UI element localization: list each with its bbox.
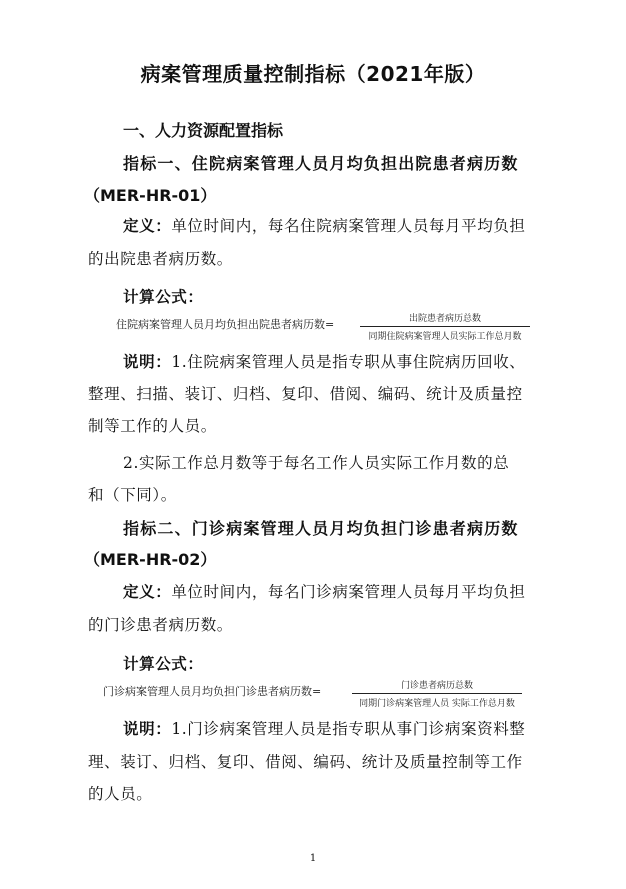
indicator-1-definition xyxy=(123,214,526,236)
indicator-2-note xyxy=(123,717,525,739)
formula-denominator: 同期住院病案管理人员实际工作总月数 xyxy=(368,332,522,342)
note-text: 1.门诊病案管理人员是指专职从事门诊病案资料整 xyxy=(171,720,526,738)
indicator-1-note xyxy=(123,350,525,372)
indicator-1-note-2: 2.实际工作总月数等于每名工作人员实际工作月数的总 xyxy=(123,454,510,472)
definition-text: 单位时间内，每名门诊病案管理人员每月平均负担 xyxy=(171,583,526,601)
formula-numerator: 出院患者病历总数 xyxy=(408,314,481,324)
indicator-2-note-cont: 的人员。 xyxy=(88,785,153,803)
page-number: 1 xyxy=(309,853,317,864)
definition-label: 定义： xyxy=(123,583,172,601)
indicator-2-formula-label: 计算公式： xyxy=(123,655,204,673)
note-label: 说明： xyxy=(123,720,172,738)
indicator-2-code: （MER-HR-02） xyxy=(84,550,217,569)
indicator-1-definition-cont: 的出院患者病历数。 xyxy=(88,250,233,268)
formula-denominator: 同期门诊病案管理人员 实际工作总月数 xyxy=(359,699,515,709)
indicator-1-note-2-cont: 和（下同）。 xyxy=(88,486,177,504)
section-heading: 一、人力资源配置指标 xyxy=(123,121,284,140)
formula-numerator: 门诊患者病历总数 xyxy=(400,681,473,691)
indicator-2-formula-lhs: 门诊病案管理人员月均负担门诊患者病历数= xyxy=(103,685,322,698)
definition-text: 单位时间内，每名住院病案管理人员每月平均负担 xyxy=(171,217,526,235)
indicator-2-note-cont: 理、装订、归档、复印、借阅、编码、统计及质量控制等工作 xyxy=(88,753,523,771)
indicator-1-code: （MER-HR-01） xyxy=(84,186,217,205)
indicator-1-note-cont: 制等工作的人员。 xyxy=(88,417,217,435)
indicator-1-formula-lhs: 住院病案管理人员月均负担出院患者病历数= xyxy=(116,318,335,331)
indicator-2-title: 指标二、门诊病案管理人员月均负担门诊患者病历数 xyxy=(123,519,519,538)
indicator-2-definition xyxy=(123,580,526,602)
indicator-1-title: 指标一、住院病案管理人员月均负担出院患者病历数 xyxy=(123,154,519,173)
indicator-1-formula-fraction xyxy=(360,311,530,342)
indicator-2-definition-cont: 的门诊患者病历数。 xyxy=(88,616,233,634)
document-title: 病案管理质量控制指标（2021年版） xyxy=(140,62,486,86)
indicator-1-note-cont: 整理、扫描、装订、归档、复印、借阅、编码、统计及质量控 xyxy=(88,385,523,403)
indicator-1-formula-label: 计算公式： xyxy=(123,288,204,306)
definition-label: 定义： xyxy=(123,217,172,235)
note-text: 1.住院病案管理人员是指专职从事住院病历回收、 xyxy=(171,353,526,371)
note-label: 说明： xyxy=(123,353,172,371)
indicator-2-formula-fraction xyxy=(352,678,522,709)
